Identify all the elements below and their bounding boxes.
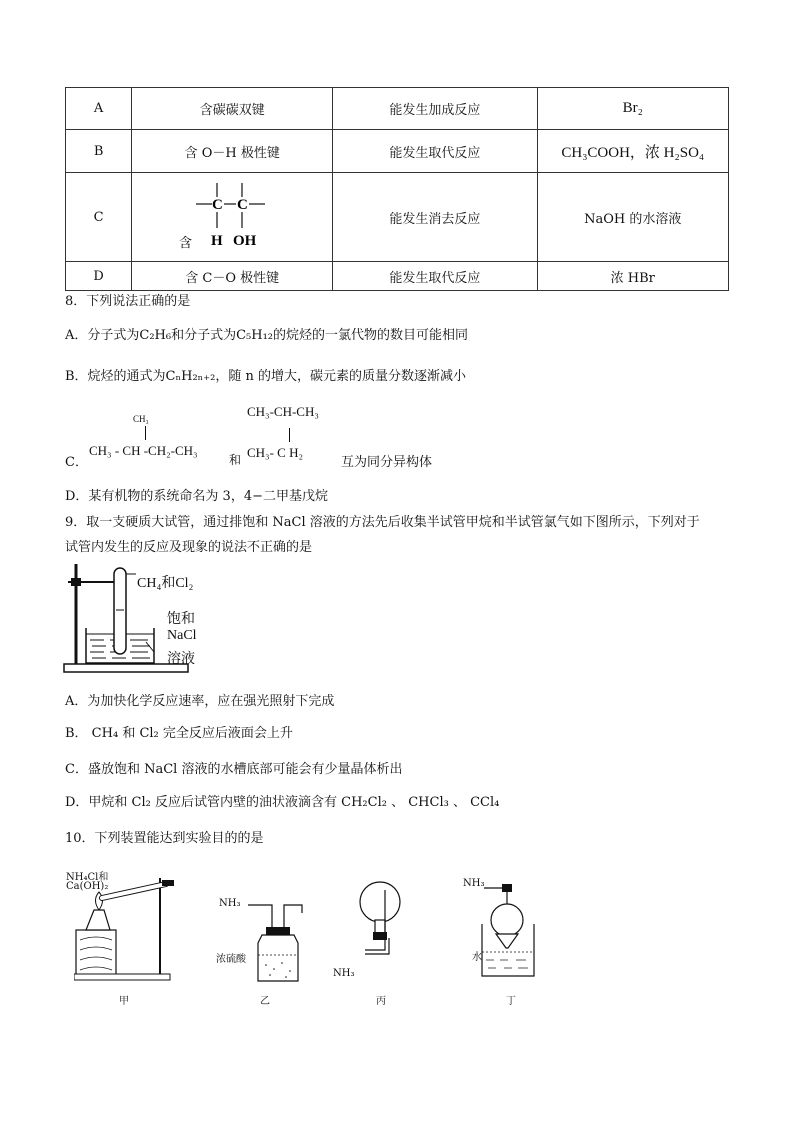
carbon-chain-structure: [132, 173, 332, 257]
q9-fig-solution-label-1: 饱和: [167, 612, 195, 627]
q10-apparatus-ding: [476, 878, 546, 980]
q8-c-prefix: C．: [65, 455, 88, 470]
row-label: D: [66, 262, 132, 291]
reaction-cell: 能发生消去反应: [333, 173, 537, 262]
q10-ding-gas: NH₃: [463, 878, 485, 889]
q10-jia-reagent-1: NH₄Cl和: [66, 872, 109, 883]
q10-apparatus-yi: [244, 895, 314, 985]
reagent-cell: 浓 HBr: [537, 262, 728, 291]
bond-line: [289, 428, 290, 442]
q9-option-a: A．为加快化学反应速率，应在强光照射下完成: [65, 694, 335, 709]
q9-option-b: B． CH₄ 和 Cl₂ 完全反应后液面会上升: [65, 726, 293, 741]
q10-caption-yi: 乙: [260, 996, 270, 1007]
table-row: [66, 88, 729, 130]
reaction-cell: 能发生取代反应: [333, 130, 537, 173]
q10-jia-reagent-2: Ca(OH)₂: [66, 881, 109, 892]
table-row: [66, 262, 729, 291]
q8-c-s2-bottom: CH₃- C H₂: [247, 445, 304, 460]
q10-stem: 10．下列装置能达到实验目的的是: [65, 831, 264, 846]
q9-fig-gas-label: CH₄和Cl₂: [137, 576, 194, 591]
q9-stem-line1: 9．取一支硬质大试管，通过排饱和 NaCl 溶液的方法先后收集半试管甲烷和半试管氯气如下图所示，下列对于: [65, 515, 700, 530]
reagent-cell: CH₃COOH，浓 H₂SO₄: [537, 130, 728, 173]
reaction-cell: 能发生加成反应: [333, 88, 537, 130]
bond-line: [145, 426, 146, 440]
struct-h: H: [211, 233, 223, 249]
reagent-cell: Br₂: [537, 88, 728, 130]
reagent-cell: NaOH 的水溶液: [537, 173, 728, 262]
q8-option-b: B．烷烃的通式为CₙH₂ₙ₊₂，随 n 的增大，碳元素的质量分数逐渐减小: [65, 369, 467, 384]
table-row: [66, 130, 729, 173]
table-row: [66, 173, 729, 262]
structure-cell: 含 O－H 极性键: [132, 130, 333, 173]
reaction-cell: 能发生取代反应: [333, 262, 537, 291]
q8-c-s1-branch: CH₃: [133, 414, 149, 424]
q9-stem-line2: 试管内发生的反应及现象的说法不正确的是: [65, 540, 313, 555]
structure-prefix: 含: [179, 236, 193, 251]
q10-yi-gas: NH₃: [219, 898, 241, 909]
q8-option-a: A．分子式为C₂H₆和分子式为C₅H₁₂的烷烃的一氯代物的数目可能相同: [65, 328, 469, 343]
q9-fig-solution-label-3: 溶液: [167, 652, 195, 667]
q8-stem: 8．下列说法正确的是: [65, 294, 191, 309]
struct-oh: OH: [233, 233, 257, 249]
q9-option-c: C．盛放饱和 NaCl 溶液的水槽底部可能会有少量晶体析出: [65, 762, 403, 777]
q10-caption-bing: 丙: [376, 996, 386, 1007]
row-label: A: [66, 88, 132, 130]
q10-apparatus-bing: [355, 880, 415, 980]
row-label: B: [66, 130, 132, 173]
svg-text:C: C: [212, 197, 224, 213]
q10-caption-ding: 丁: [506, 996, 516, 1007]
q8-c-and: 和: [229, 453, 242, 467]
q10-yi-liquid: 浓硫酸: [216, 954, 246, 965]
q10-ding-liquid: 水: [472, 952, 482, 963]
q8-c-suffix: 互为同分异构体: [341, 455, 433, 470]
q8-c-s2-top: CH₃-CH-CH₃: [247, 404, 319, 419]
svg-text:C: C: [237, 197, 249, 213]
structure-cell: 含碳碳双键: [132, 88, 333, 130]
structure-cell: [132, 173, 333, 262]
q7-table: [65, 87, 729, 291]
q8-option-d: D．某有机物的系统命名为 3，4−二甲基戊烷: [65, 489, 328, 504]
row-label: C: [66, 173, 132, 262]
q8-c-s1-main: CH₃ - CH -CH₂-CH₃: [89, 443, 198, 458]
q9-fig-solution-label-2: NaCl: [167, 628, 197, 643]
q10-bing-gas: NH₃: [333, 968, 355, 979]
q10-caption-jia: 甲: [119, 996, 129, 1007]
structure-cell: 含 C－O 极性键: [132, 262, 333, 291]
q9-option-d: D．甲烷和 Cl₂ 反应后试管内壁的油状液滴含有 CH₂Cl₂ 、 CHCl₃ 、 CCl₄: [65, 795, 500, 810]
